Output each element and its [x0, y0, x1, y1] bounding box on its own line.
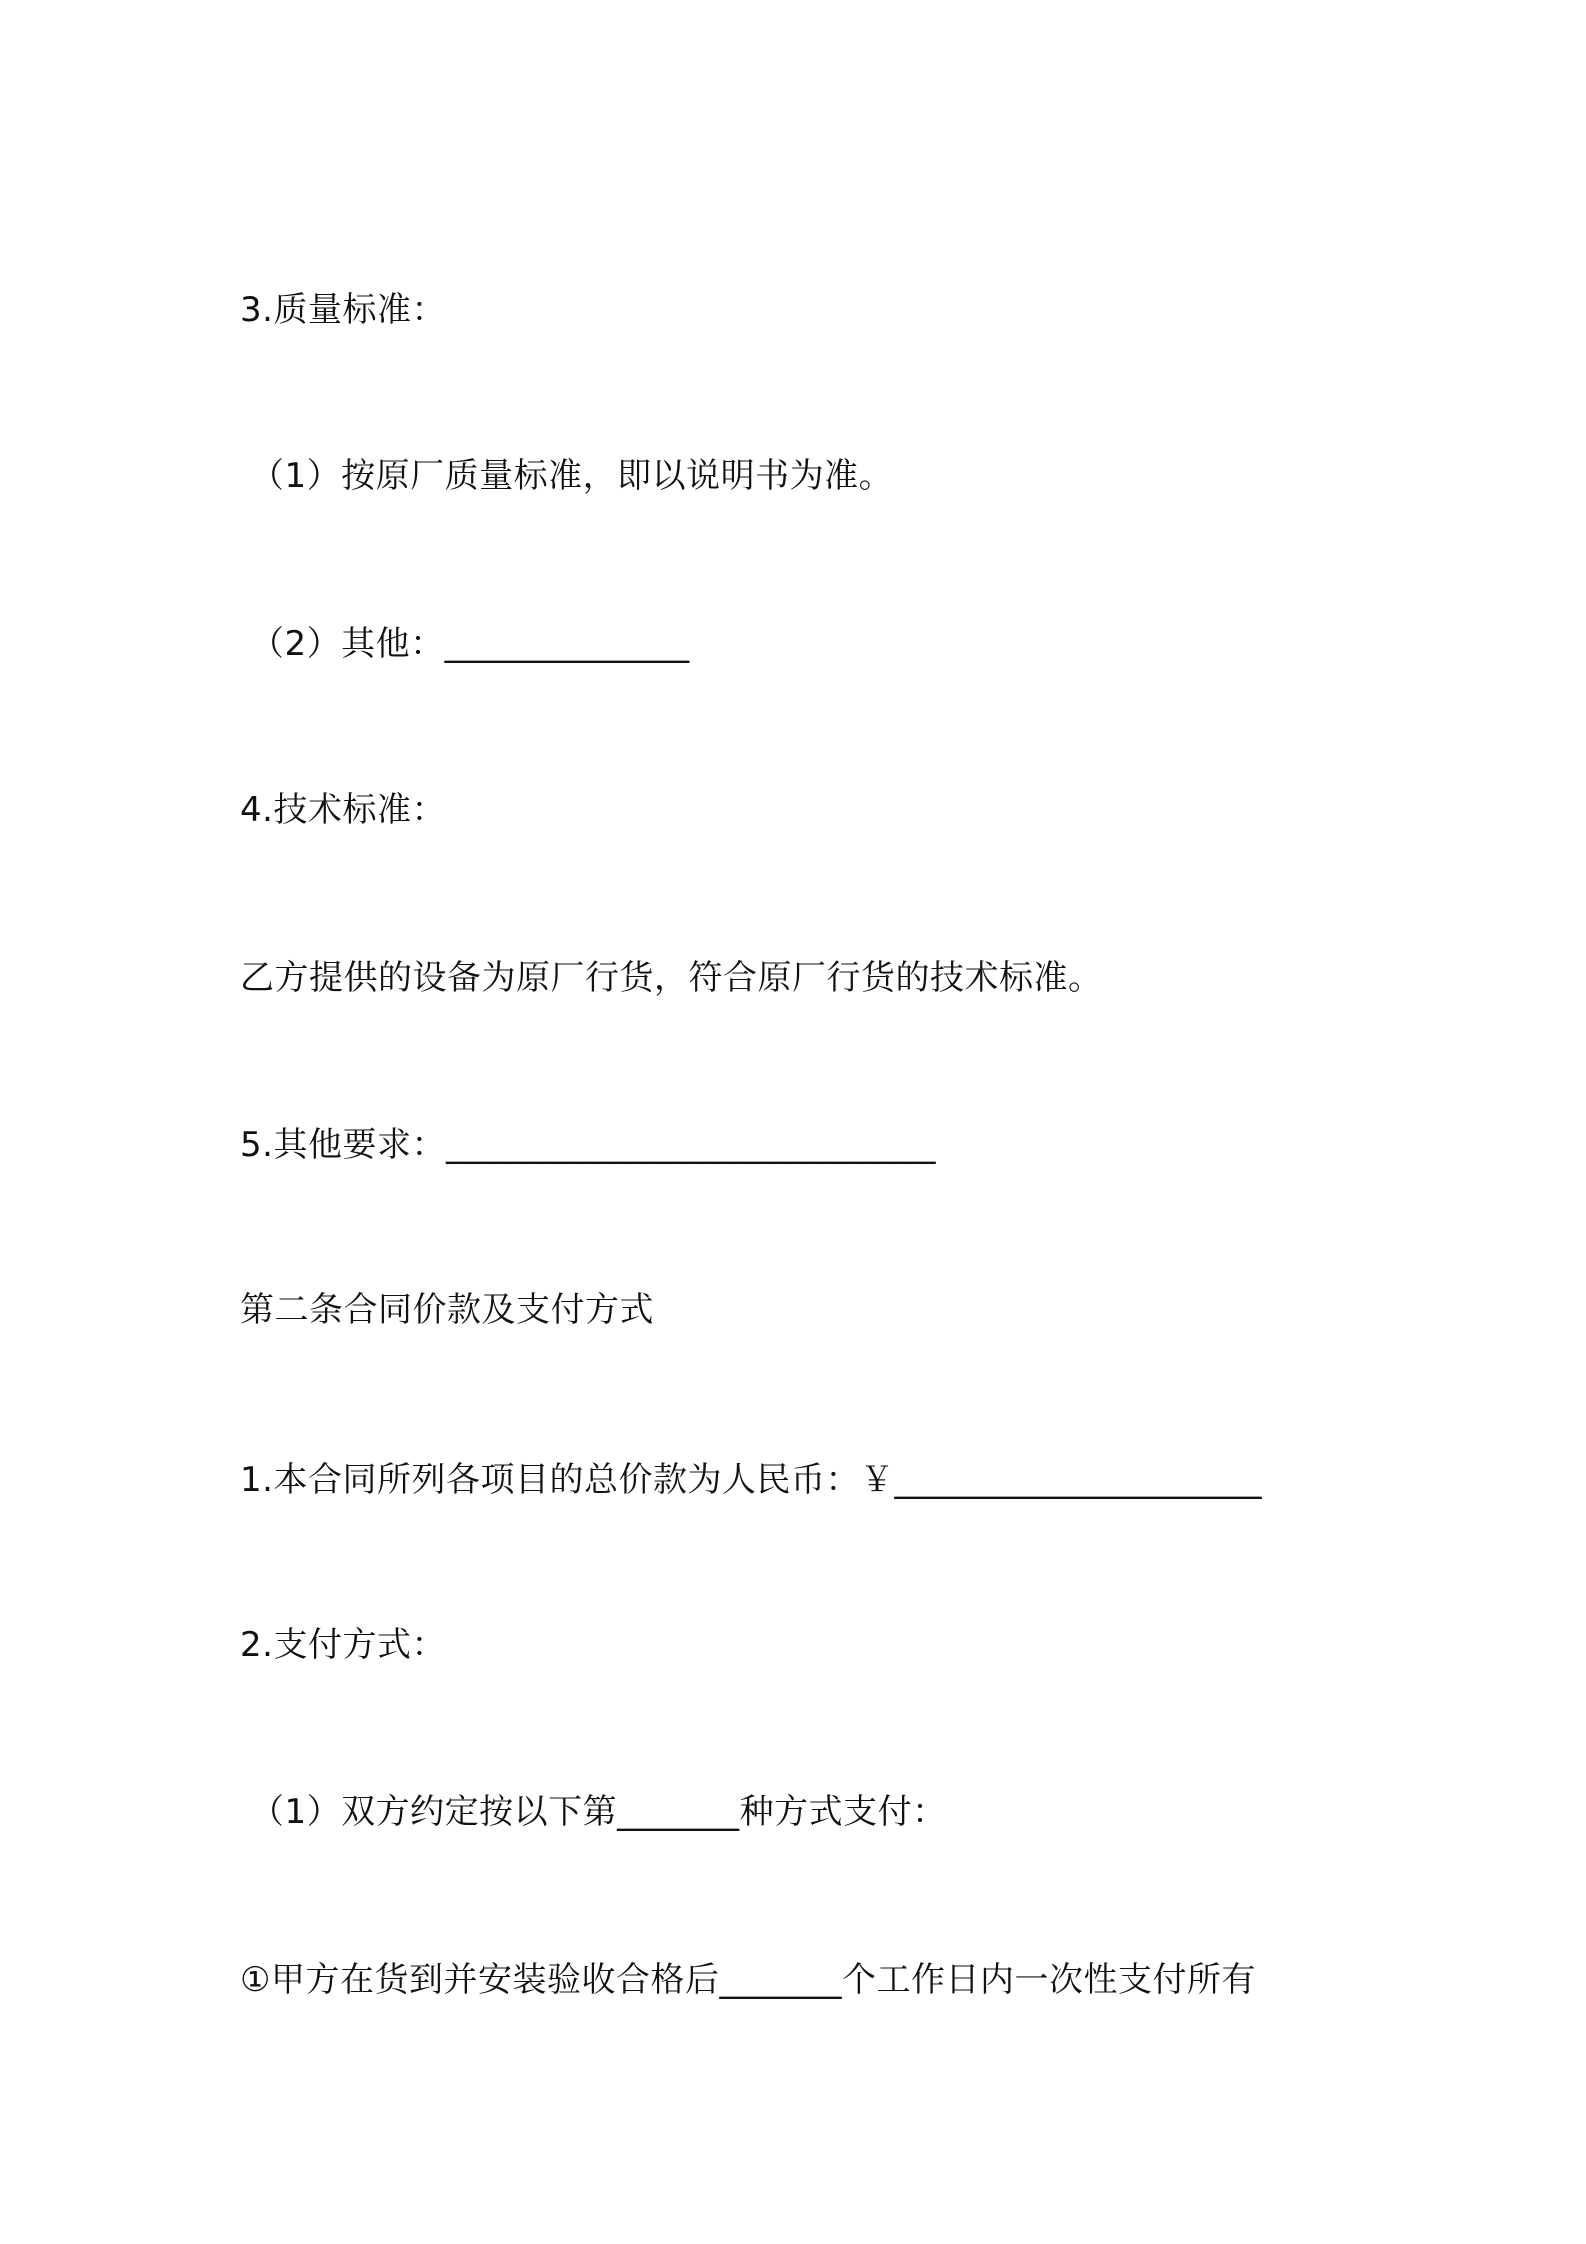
line-payment-option-1: ①甲方在货到并安装验收合格后_______个工作日内一次性支付所有	[240, 1960, 1256, 2000]
line-tech-standard: 4.技术标准：	[240, 790, 446, 830]
line-quality-item-2: （2）其他：______________	[250, 624, 690, 664]
line-payment-method: 2.支付方式：	[240, 1625, 446, 1665]
line-tech-desc: 乙方提供的设备为原厂行货，符合原厂行货的技术标准。	[240, 958, 1103, 998]
line-quality-item-1: （1）按原厂质量标准，即以说明书为准。	[250, 456, 894, 496]
line-total-price: 1.本合同所列各项目的总价款为人民币：￥_____________________	[240, 1460, 1262, 1500]
line-quality-standard: 3.质量标准：	[240, 290, 446, 330]
line-article-2-title: 第二条合同价款及支付方式	[240, 1290, 654, 1330]
line-payment-item-1: （1）双方约定按以下第_______种方式支付：	[250, 1792, 947, 1832]
line-other-requirements: 5.其他要求：____________________________	[240, 1125, 936, 1165]
